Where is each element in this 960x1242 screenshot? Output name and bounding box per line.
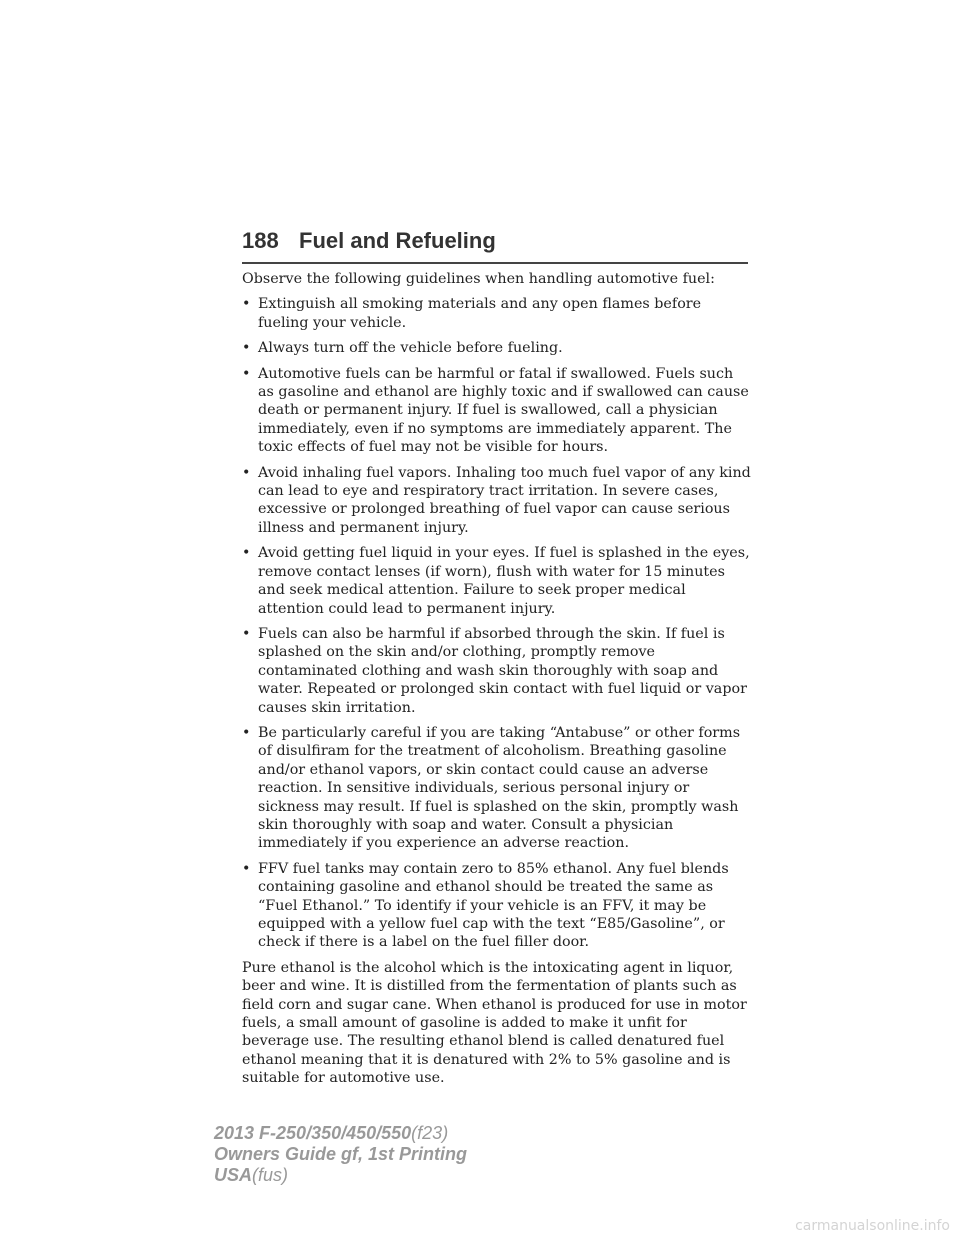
bullet-icon: •	[242, 365, 251, 382]
watermark: carmanualsonline.info	[795, 1218, 950, 1234]
list-item	[242, 464, 752, 538]
list-item	[242, 625, 752, 717]
bullet-icon: •	[242, 724, 251, 741]
list-item-text: Extinguish all smoking materials and any open flames before fueling your vehicle.	[258, 296, 702, 331]
bullet-icon: •	[242, 464, 251, 481]
list-item	[242, 295, 752, 332]
list-item-text: Automotive fuels can be harmful or fatal if swallowed. Fuels such as gasoline and ethanol are highly toxic and if swallowed can cause death or permanent injury. If fuel is swallowed, call a physician immediately, even if no symptoms are immediately apparent. The toxic effects of fuel may not be visible for hours.	[258, 365, 749, 456]
list-item-text: FFV fuel tanks may contain zero to 85% ethanol. Any fuel blends containing gasoline and ethanol should be treated the same as “Fuel Ethanol.” To identify if your vehicle is an FFV, it may be equipped with a yellow fuel cap with the text “E85/Gasoline”, or check if there is a label on the fuel filler door.	[258, 860, 729, 951]
footer-model-code: (f23)	[411, 1123, 449, 1143]
bullet-icon: •	[242, 545, 251, 562]
footer-edition-line: Owners Guide gf, 1st Printing	[214, 1144, 468, 1164]
intro-paragraph: Observe the following guidelines when handling automotive fuel:	[242, 271, 715, 287]
page-number: 188	[242, 228, 279, 253]
page-content	[242, 270, 752, 1095]
bullet-icon: •	[242, 340, 251, 357]
closing-paragraph: Pure ethanol is the alcohol which is the intoxicating agent in liquor, beer and wine. It is distilled from the fermentation of plants such as field corn and sugar cane. When ethanol is produced for use in motor fuels, a small amount of gasoline is added to make it unfit for beverage use. The resulting ethanol blend is called denatured fuel ethanol meaning that it is denatured with 2% to 5% gasoline and is suitable for automotive use.	[242, 959, 747, 1087]
guidelines-list	[242, 295, 752, 951]
list-item-text: Fuels can also be harmful if absorbed through the skin. If fuel is splashed on the skin and/or clothing, promptly remove contaminated clothing and wash skin thoroughly with soap and water. Repeated or prolonged skin contact with fuel liquid or vapor causes skin irritation.	[258, 625, 747, 716]
list-item	[242, 860, 752, 952]
page-footer	[214, 1123, 467, 1186]
list-item-text: Avoid inhaling fuel vapors. Inhaling too much fuel vapor of any kind can lead to eye and respiratory tract irritation. In severe cases, excessive or prolonged breathing of fuel vapor can cause serious illness and permanent injury.	[258, 464, 751, 536]
list-item-text: Always turn off the vehicle before fueling.	[258, 340, 563, 357]
list-item	[242, 339, 752, 357]
section-title: Fuel and Refueling	[299, 228, 496, 253]
bullet-icon: •	[242, 625, 251, 642]
footer-market-line	[214, 1165, 467, 1186]
list-item-text: Avoid getting fuel liquid in your eyes. If fuel is splashed in the eyes, remove contact lenses (if worn), flush with water for 15 minutes and seek medical attention. Failure to seek proper medical attention could lead to permanent injury.	[258, 545, 750, 617]
footer-model-line	[214, 1123, 467, 1144]
footer-market-code: (fus)	[252, 1165, 289, 1185]
list-item	[242, 544, 752, 618]
list-item-text: Be particularly careful if you are taking “Antabuse” or other forms of disulfiram for the treatment of alcoholism. Breathing gasoline and/or ethanol vapors, or skin contact could cause an adverse reaction. In sensitive individuals, serious personal injury or sickness may result. If fuel is splashed on the skin, promptly wash skin thoroughly with soap and water. Consult a physician immediately if you experience an adverse reaction.	[258, 724, 741, 852]
list-item	[242, 724, 752, 853]
page-header	[242, 228, 748, 264]
list-item	[242, 365, 752, 457]
bullet-icon: •	[242, 860, 251, 877]
bullet-icon: •	[242, 296, 251, 313]
footer-model: 2013 F-250/350/450/550	[214, 1123, 412, 1143]
footer-market: USA	[214, 1165, 253, 1185]
